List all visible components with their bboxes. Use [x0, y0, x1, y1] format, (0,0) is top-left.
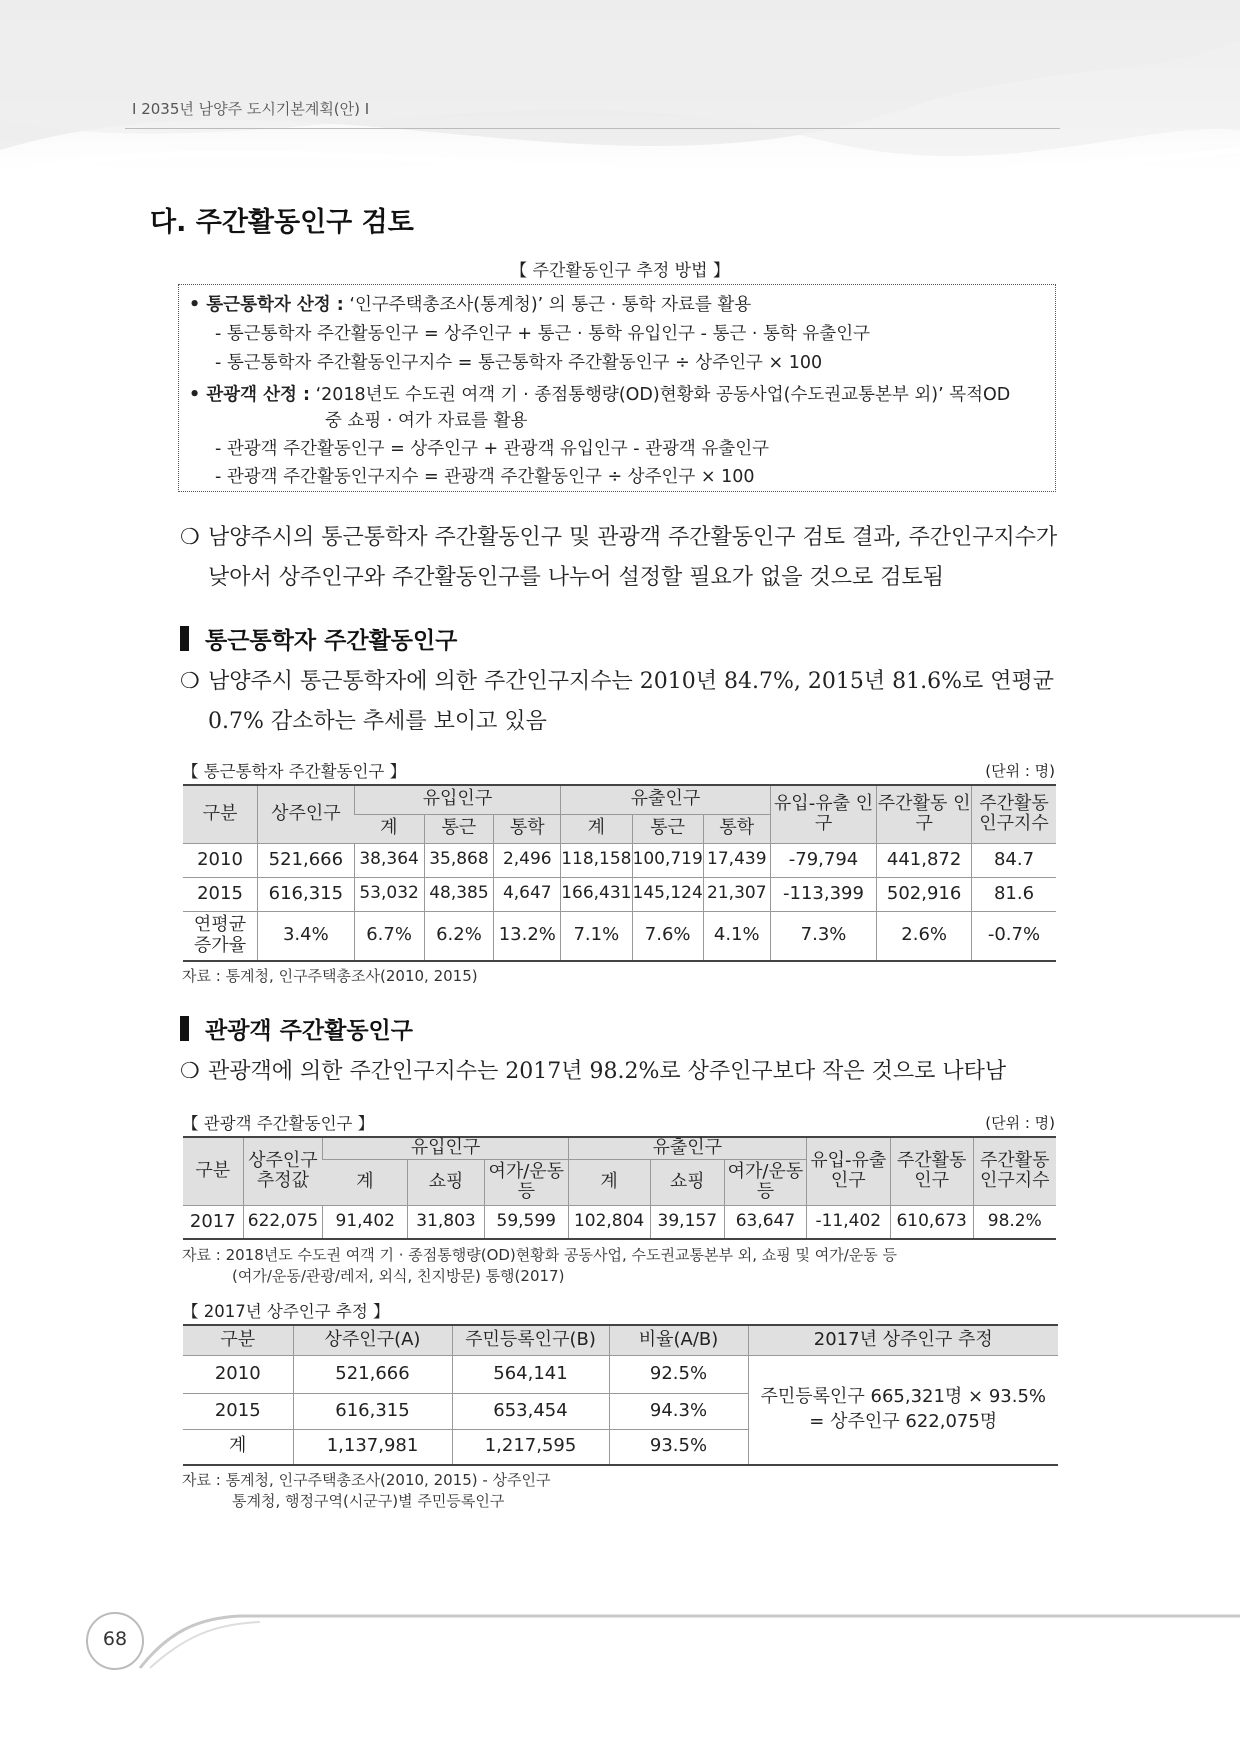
th-daytime: 주간활동 인구: [877, 785, 972, 843]
table-row: 2015 616,315 653,454 94.3%: [183, 1393, 1058, 1429]
th-resident: 상주인구: [258, 785, 355, 843]
th-in-shopping: 쇼핑: [408, 1159, 485, 1205]
th-out-total: 계: [568, 1159, 650, 1205]
th-out-school: 통학: [703, 814, 770, 843]
method-commuter-line: [189, 291, 751, 316]
footer-swoosh: [130, 1610, 1240, 1670]
resident-table-source-2: 통계청, 행정구역(시군구)별 주민등록인구: [232, 1492, 505, 1510]
header-divider: [125, 128, 1060, 129]
estimate-cell: 주민등록인구 665,321명 × 93.5% = 상주인구 622,075명: [748, 1355, 1058, 1465]
th-estimate: 2017년 상주인구 추정: [748, 1325, 1058, 1355]
summary-line-1: 남양주시의 통근통학자 주간활동인구 및 관광객 주간활동인구 검토 결과, 주간인구지수가: [208, 525, 1058, 550]
table-row: 계 1,137,981 1,217,595 93.5%: [183, 1429, 1058, 1465]
th-inflow: 유입인구: [354, 785, 561, 814]
method-box: [178, 284, 1056, 492]
tourist-label: • 관광객 산정 :: [189, 385, 310, 405]
tourist-desc-1: ‘2018년도 수도권 여객 기 · 종점통행량(OD)현황화 공동사업(수도권교통본부 외)’ 목적OD: [315, 385, 1011, 405]
th-inflow: 유입인구: [323, 1137, 568, 1159]
th-in-leisure: 여가/운동 등: [484, 1159, 568, 1205]
th-index: 주간활동 인구지수: [971, 785, 1056, 843]
resident-table-caption: 【 2017년 상주인구 추정 】: [182, 1302, 390, 1321]
commuter-table: [183, 784, 1056, 962]
tourist-table-source-2: (여가/운동/관광/레저, 외식, 친지방문) 통행(2017): [232, 1267, 565, 1285]
tourist-table-caption: 【 관광객 주간활동인구 】: [182, 1114, 375, 1133]
commuter-table-source: 자료 : 통계청, 인구주택총조사(2010, 2015): [182, 967, 478, 985]
commuter-formula-2: - 통근통학자 주간활동인구지수 = 통근통학자 주간활동인구 ÷ 상주인구 × 100: [215, 353, 823, 373]
th-out-total: 계: [561, 814, 632, 843]
header-background-wave: [0, 0, 1240, 300]
th-in-school: 통학: [494, 814, 561, 843]
running-header: I 2035년 남양주 도시기본계획(안) I: [132, 100, 370, 118]
th-registered: 주민등록인구(B): [452, 1325, 609, 1355]
commuter-table-caption: 【 통근통학자 주간활동인구 】: [182, 762, 407, 781]
commuter-heading: 통근통학자 주간활동인구: [180, 622, 457, 655]
th-daytime: 주간활동 인구: [890, 1137, 973, 1205]
tourist-formula-2: - 관광객 주간활동인구지수 = 관광객 주간활동인구 ÷ 상주인구 × 100: [215, 467, 755, 487]
table-row: 2015 616,315 53,032 48,385 4,647 166,431 145,124 21,307 -113,399 502,916 81.6: [183, 877, 1056, 911]
table-row: 연평균 증가율 3.4% 6.7% 6.2% 13.2% 7.1% 7.6% 4.1% 7.3% 2.6% -0.7%: [183, 911, 1056, 961]
resident-table-source-1: 자료 : 통계청, 인구주택총조사(2010, 2015) - 상주인구: [182, 1471, 551, 1489]
method-caption: 【 주간활동인구 추정 방법 】: [510, 261, 730, 281]
summary-paragraph: [180, 518, 1060, 598]
bullet-icon: ❍: [180, 1059, 200, 1084]
page-number: 68: [102, 1628, 128, 1650]
tourist-paragraph: [180, 1052, 1060, 1092]
table-row: 2010 521,666 564,141 92.5% 주민등록인구 665,321명 × 93.5% = 상주인구 622,075명: [183, 1355, 1058, 1393]
tourist-table-unit: (단위 : 명): [985, 1114, 1055, 1132]
tourist-para-line-1: 관광객에 의한 주간인구지수는 2017년 98.2%로 상주인구보다 작은 것으로 나타남: [208, 1059, 1007, 1084]
resident-estimate-table: [183, 1324, 1058, 1466]
section-title: 다. 주간활동인구 검토: [150, 207, 414, 238]
commuter-formula-1: - 통근통학자 주간활동인구 = 상주인구 + 통근 · 통학 유입인구 - 통근 · 통학 유출인구: [215, 324, 871, 344]
tourist-table: [183, 1136, 1056, 1240]
th-outflow: 유출인구: [561, 785, 771, 814]
th-in-total: 계: [354, 814, 424, 843]
commuter-desc: ‘인구주택총조사(통계청)’ 의 통근 · 통학 자료를 활용: [349, 295, 752, 315]
th-category: 구분: [183, 785, 258, 843]
commuter-para-line-1: 남양주시 통근통학자에 의한 주간인구지수는 2010년 84.7%, 2015년 81.6%로 연평균: [208, 669, 1054, 694]
th-out-shopping: 쇼핑: [650, 1159, 725, 1205]
commuter-label: • 통근통학자 산정 :: [189, 295, 344, 315]
commuter-paragraph: [180, 662, 1060, 742]
tourist-table-source-1: 자료 : 2018년도 수도권 여객 기 · 종점통행량(OD)현황화 공동사업, 수도권교통본부 외, 쇼핑 및 여가/운동 등: [182, 1246, 898, 1264]
th-index: 주간활동 인구지수: [973, 1137, 1056, 1205]
th-resident: 상주인구 추정값: [243, 1137, 323, 1205]
heading-marker: [180, 1016, 189, 1041]
th-in-total: 계: [323, 1159, 408, 1205]
th-resident: 상주인구(A): [293, 1325, 452, 1355]
commuter-table-unit: (단위 : 명): [985, 762, 1055, 780]
th-net: 유입-유출 인구: [806, 1137, 890, 1205]
th-net: 유입-유출 인구: [770, 785, 877, 843]
bullet-icon: ❍: [180, 669, 200, 694]
th-ratio: 비율(A/B): [609, 1325, 748, 1355]
commuter-para-line-2: 0.7% 감소하는 추세를 보이고 있음: [208, 709, 547, 734]
tourist-formula-1: - 관광객 주간활동인구 = 상주인구 + 관광객 유입인구 - 관광객 유출인구: [215, 439, 770, 459]
th-out-leisure: 여가/운동 등: [725, 1159, 807, 1205]
th-category: 구분: [183, 1325, 293, 1355]
bullet-icon: ❍: [180, 525, 200, 550]
table-row: 2010 521,666 38,364 35,868 2,496 118,158 100,719 17,439 -79,794 441,872 84.7: [183, 843, 1056, 877]
heading-marker: [180, 626, 189, 651]
th-in-commute: 통근: [424, 814, 494, 843]
tourist-heading: 관광객 주간활동인구: [180, 1012, 413, 1045]
th-out-commute: 통근: [632, 814, 703, 843]
table-row: 2017 622,075 91,402 31,803 59,599 102,804 39,157 63,647 -11,402 610,673 98.2%: [183, 1205, 1056, 1239]
method-tourist-line: [189, 381, 1010, 406]
summary-line-2: 낮아서 상주인구와 주간활동인구를 나누어 설정할 필요가 없을 것으로 검토됨: [208, 565, 945, 590]
th-category: 구분: [183, 1137, 243, 1205]
tourist-desc-2: 중 쇼핑 · 여가 자료를 활용: [325, 411, 528, 431]
th-outflow: 유출인구: [568, 1137, 806, 1159]
